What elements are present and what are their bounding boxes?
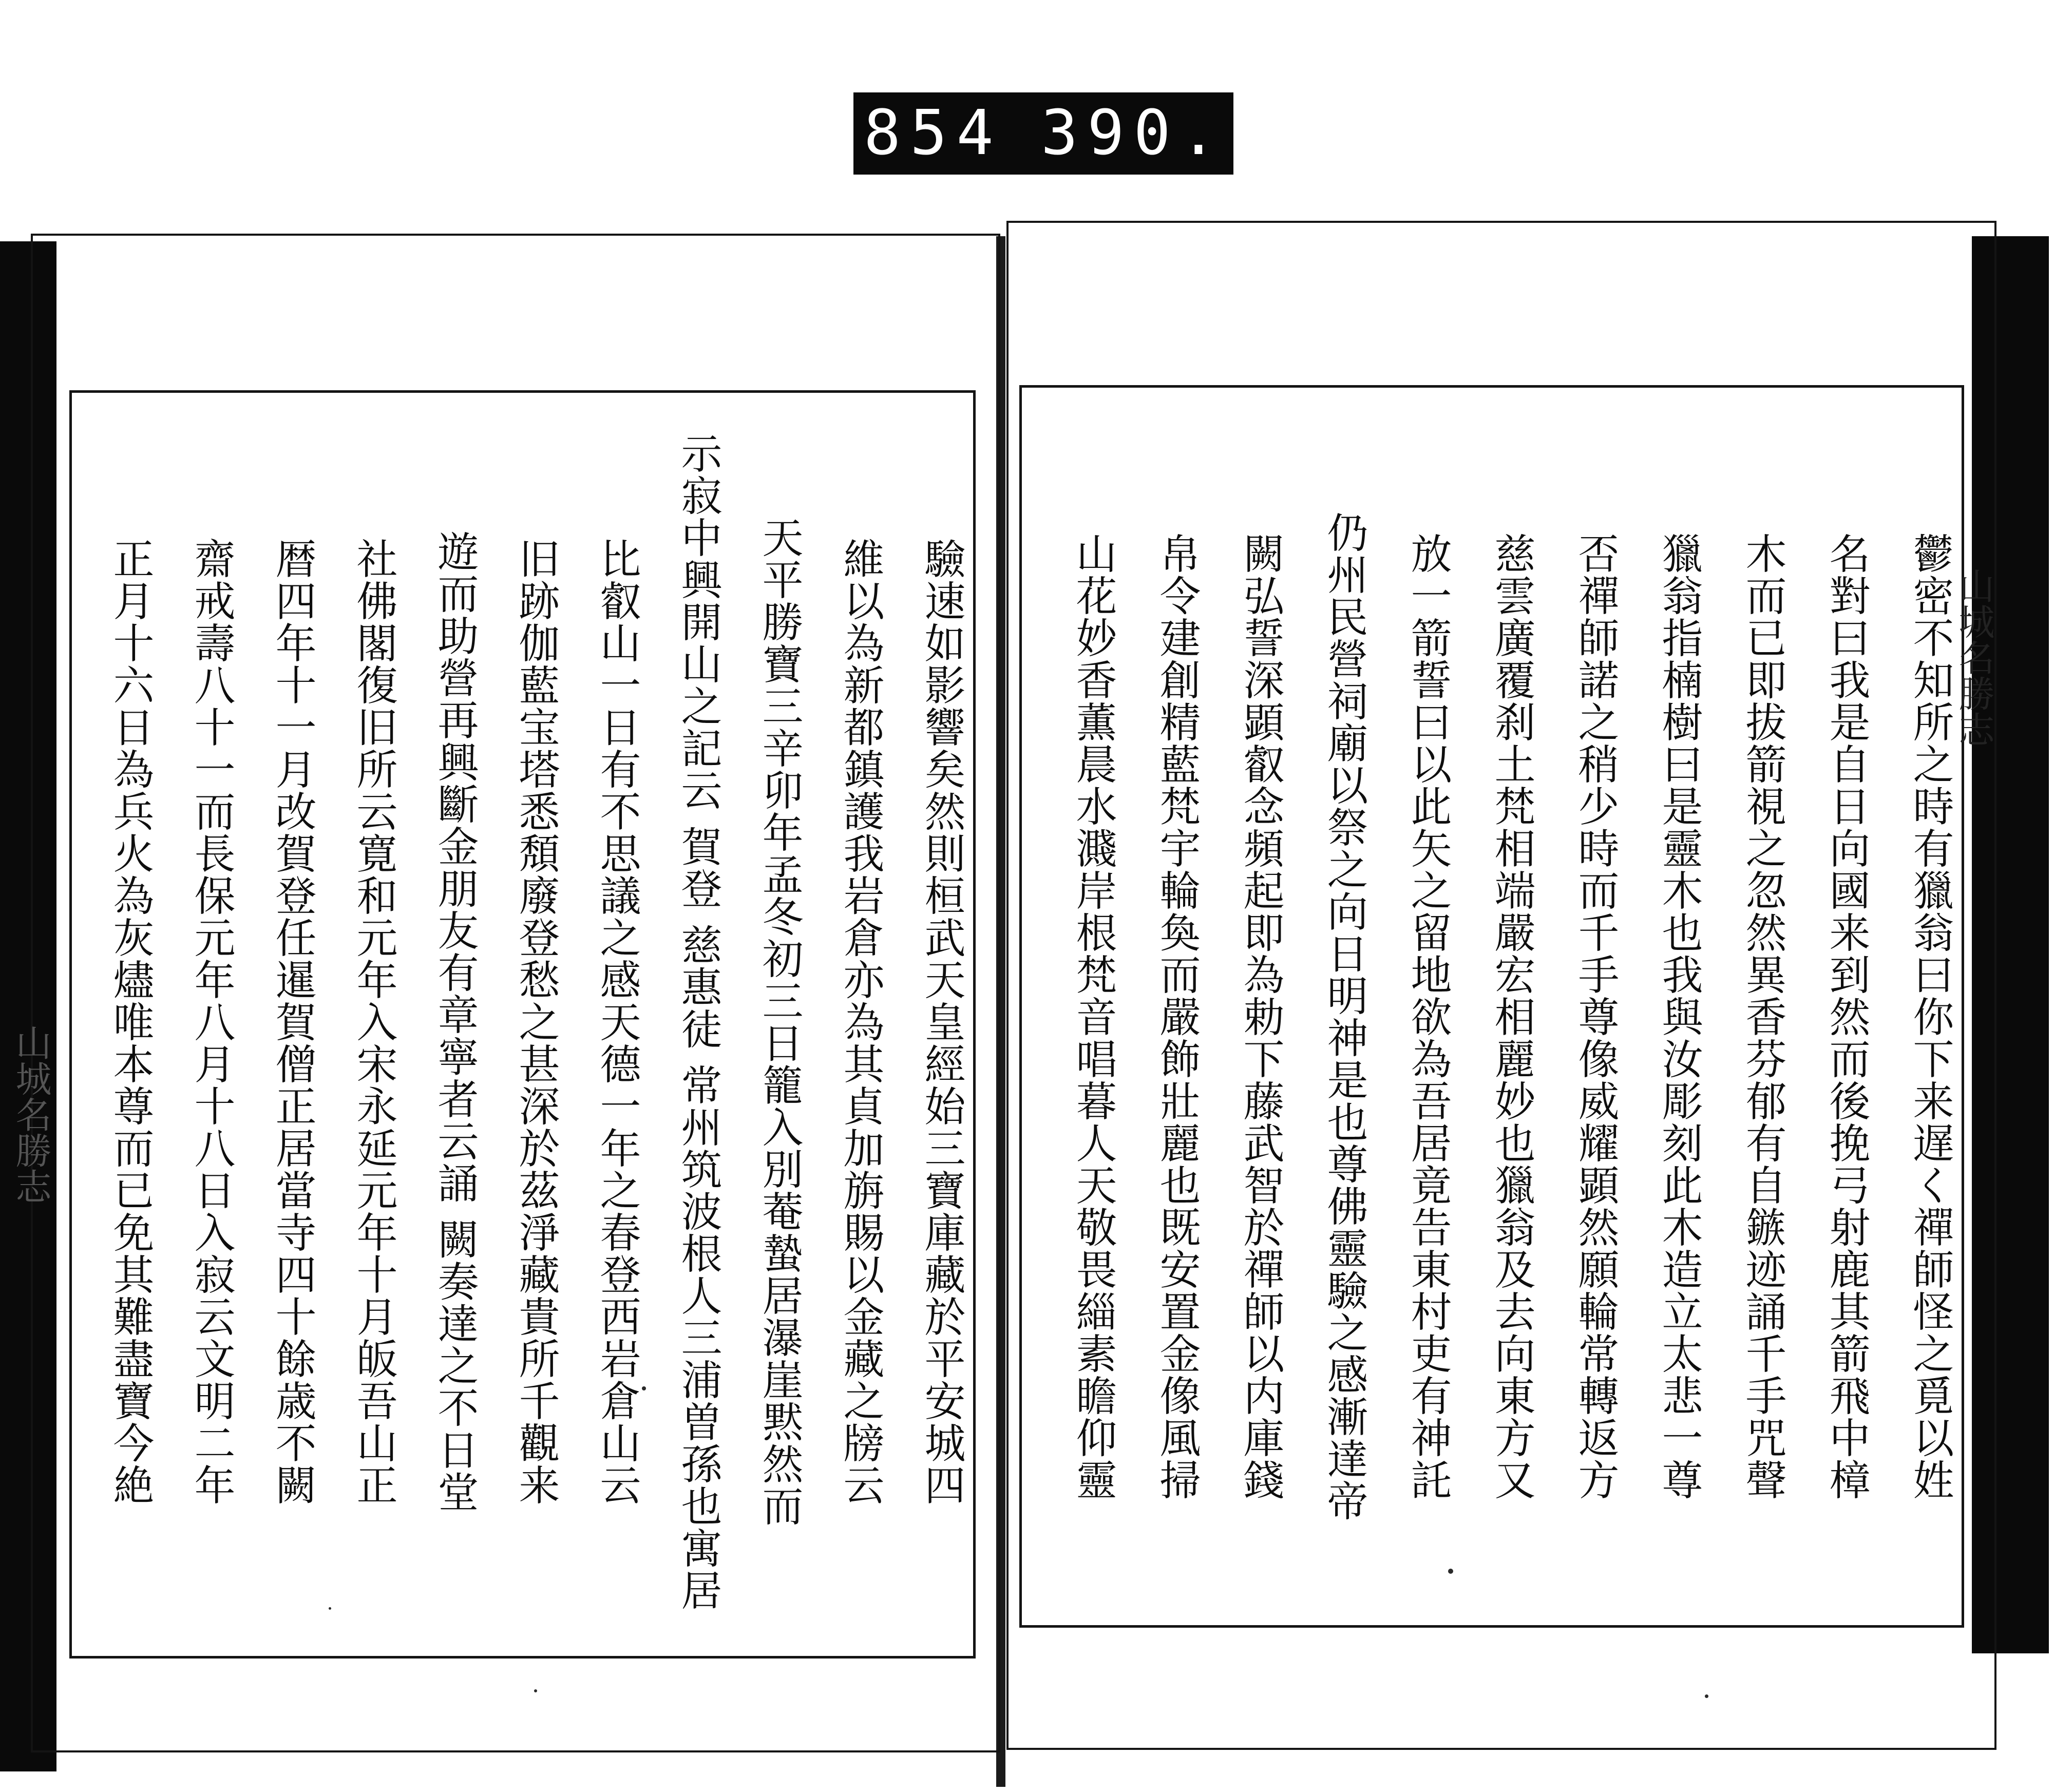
paper-speck	[534, 1689, 537, 1692]
text-column: 木而已即拔箭視之忽然異香芬郁有自鏃迹誦千手咒聲	[1739, 532, 1786, 1501]
paper-speck	[1448, 1569, 1453, 1574]
text-column: 暦四年十一月改賀登任暹賀僧正居當寺四十餘歳不闕	[269, 538, 316, 1506]
paper-speck	[329, 1607, 331, 1610]
text-column: 遊而助營再興斷金朋友有章寧者云誦 闕奏達之不日堂	[431, 530, 479, 1513]
text-column: 鬱密不知所之時有獵翁曰你下来遅く禪師怪之覓以姓	[1906, 532, 1954, 1501]
text-column: 正月十六日為兵火為灰燼唯本尊而已免其難盡寶今絶	[106, 538, 154, 1506]
text-column: 社佛閣復旧所云寛和元年入宋永延元年十月皈吾山正	[350, 538, 397, 1506]
text-column: 山花妙香薫晨水濺岸根梵音唱暮人天敬畏緇素瞻仰靈	[1069, 532, 1117, 1501]
archive-number-stamp	[853, 92, 1233, 175]
text-column: 天平勝寶三辛卯年孟冬初三日籠入別菴蟄居瀑崖黙然而	[755, 517, 803, 1527]
stamp-left-number: 854	[864, 98, 1003, 169]
text-column: 旧跡伽藍宝塔悉頽廢登愁之甚深於茲淨藏貴所千觀来	[512, 538, 560, 1506]
text-column: 闕弘誓深顕叡念頻起即為勅下藤武智於禪師以内庫錢	[1237, 532, 1284, 1501]
text-column: 維以為新都鎮護我岩倉亦為其貞加旃賜以金藏之牓云	[836, 538, 884, 1506]
text-column: 驗速如影響矣然則桓武天皇經始三寶庫藏於平安城四	[918, 538, 965, 1506]
text-column: 帛令建創精藍梵宇輪奐而嚴飾壯麗也既安置金像風掃	[1153, 532, 1201, 1501]
right-page-edge-header: 山城名勝志	[1953, 567, 1995, 747]
stamp-right-number: 390.	[1041, 98, 1226, 169]
paper-speck	[1705, 1694, 1708, 1698]
text-column: 否禪師諾之稍少時而千手尊像威耀顕然願輪常轉返方	[1571, 532, 1619, 1501]
text-column: 放一箭誓曰以此矢之留地欲為吾居竟告東村吏有神託	[1404, 532, 1452, 1501]
paper-speck	[642, 1386, 646, 1390]
text-column: 齋戒壽八十一而長保元年八月十八日入寂云文明二年	[187, 538, 235, 1506]
left-page-edge-header: 山城名勝志	[10, 1024, 52, 1204]
text-column: 獵翁指楠樹曰是靈木也我與汝彫刻此木造立太悲一尊	[1655, 532, 1703, 1501]
text-column: 比叡山一日有不思議之感天德一年之春登西岩倉山云	[593, 538, 641, 1506]
text-column: 示寂中興開山之記云 賀登 慈惠徒 常州筑波根人三浦曽孫也寓居	[674, 432, 722, 1612]
text-column: 仍州民營祠廟以祭之向日明神是也尊佛靈驗之感漸達帝	[1320, 511, 1368, 1522]
text-column: 慈雲廣覆刹土梵相端嚴宏相麗妙也獵翁及去向東方又	[1488, 532, 1535, 1501]
text-column: 名對曰我是自日向國来到然而後挽弓射鹿其箭飛中樟	[1822, 532, 1870, 1501]
